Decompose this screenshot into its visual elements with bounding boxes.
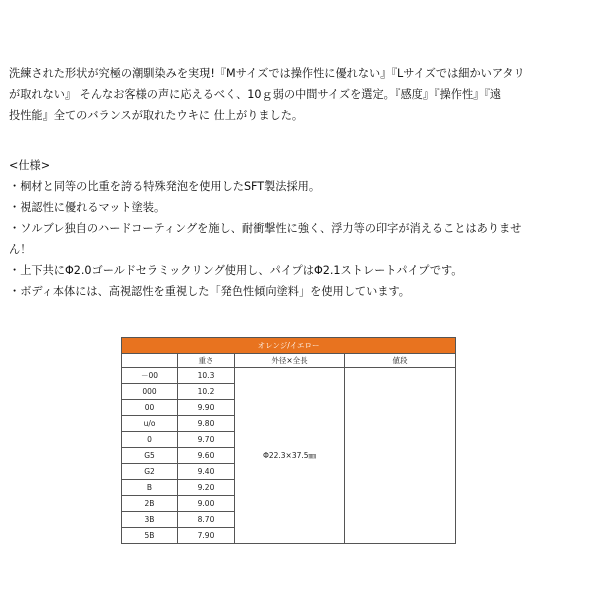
spec-item: ・桐材と同等の比重を誇る特殊発泡を使用したSFT製法採用。 bbox=[9, 180, 321, 193]
spec-item: ・ボディ本体には、高視認性を重視した「発色性傾向塗料」を使用しています。 bbox=[9, 285, 410, 298]
specifications bbox=[9, 155, 587, 302]
size-cell: 0 bbox=[122, 432, 178, 448]
weight-cell: 9.70 bbox=[178, 432, 235, 448]
weight-cell: 9.90 bbox=[178, 400, 235, 416]
description-line: 投性能』全てのバランスが取れたウキに 仕上がりました。 bbox=[9, 109, 304, 122]
size-cell: 2B bbox=[122, 496, 178, 512]
size-cell: 5B bbox=[122, 528, 178, 544]
size-cell: 3B bbox=[122, 512, 178, 528]
description-line: が取れない』 そんなお客様の声に応えるべく、10ｇ弱の中間サイズを選定。『感度』『操作性』『遠 bbox=[9, 88, 502, 101]
size-cell: 000 bbox=[122, 384, 178, 400]
table-title: オレンジ/イエロー bbox=[122, 338, 456, 354]
size-cell: －00 bbox=[122, 368, 178, 384]
weight-cell: 9.40 bbox=[178, 464, 235, 480]
dimensions-cell: Φ22.3×37.5㎜ bbox=[235, 368, 345, 544]
header-weight: 重さ bbox=[178, 354, 235, 368]
size-cell: u/o bbox=[122, 416, 178, 432]
spec-item: ん！ bbox=[9, 243, 32, 256]
weight-cell: 9.20 bbox=[178, 480, 235, 496]
product-description bbox=[9, 63, 587, 126]
header-size bbox=[122, 354, 178, 368]
spec-item: ・ソルブレ独自のハードコーティングを施し、耐衝撃性に強く、浮力等の印字が消えることはありませ bbox=[9, 222, 522, 235]
size-cell: 00 bbox=[122, 400, 178, 416]
size-cell: G5 bbox=[122, 448, 178, 464]
weight-cell: 10.2 bbox=[178, 384, 235, 400]
description-line: 洗練された形状が究極の潮馴染みを実現!『Mサイズでは操作性に優れない』『Lサイズでは細かいアタリ bbox=[9, 67, 525, 80]
weight-cell: 10.3 bbox=[178, 368, 235, 384]
weight-cell: 9.60 bbox=[178, 448, 235, 464]
table-row bbox=[122, 368, 456, 384]
specs-heading: <仕様> bbox=[9, 159, 51, 172]
header-dimensions: 外径×全長 bbox=[235, 354, 345, 368]
spec-table bbox=[121, 337, 456, 544]
weight-cell: 9.80 bbox=[178, 416, 235, 432]
weight-cell: 9.00 bbox=[178, 496, 235, 512]
size-cell: G2 bbox=[122, 464, 178, 480]
weight-cell: 7.90 bbox=[178, 528, 235, 544]
spec-item: ・上下共にΦ2.0ゴールドセラミックリング使用し、パイプはΦ2.1ストレートパイプです。 bbox=[9, 264, 463, 277]
price-cell bbox=[345, 368, 456, 544]
header-price: 値段 bbox=[345, 354, 456, 368]
spec-item: ・視認性に優れるマット塗装。 bbox=[9, 201, 166, 214]
size-cell: B bbox=[122, 480, 178, 496]
weight-cell: 8.70 bbox=[178, 512, 235, 528]
